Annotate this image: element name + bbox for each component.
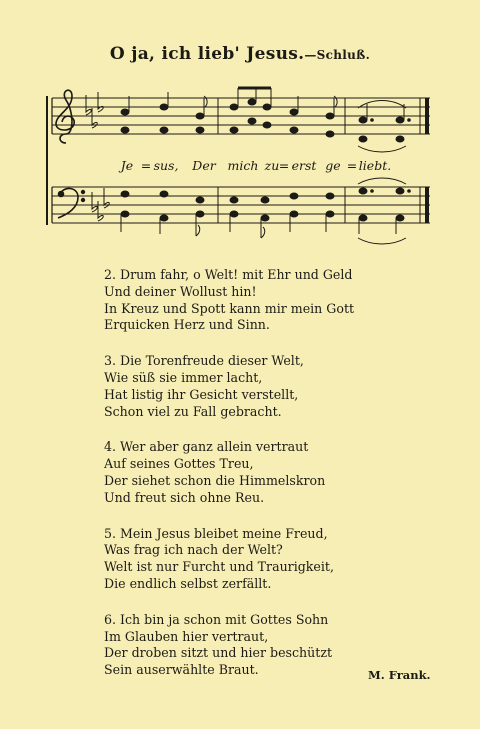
title-suffix: —Schluß. (304, 48, 371, 62)
verse-line: 6. Ich bin ja schon mit Gottes Sohn (104, 611, 329, 627)
lyric-syllable: = (140, 158, 152, 173)
lyric-syllable: = (278, 158, 290, 173)
verses (104, 267, 444, 698)
lyric-syllable: sus, (153, 158, 179, 173)
verse-line: Auf seines Gottes Treu, (104, 456, 254, 472)
lyric-syllable: liebt. (358, 158, 392, 173)
verse-line: In Kreuz und Spott kann mir mein Gott (104, 300, 355, 316)
verse-line: 3. Die Torenfreude dieser Welt, (104, 353, 304, 369)
author-credit: M. Frank. (368, 668, 431, 682)
lyric-syllable: ge (325, 158, 341, 173)
bass-notes (121, 178, 410, 244)
title-main: O ja, ich lieb' Jesus. (109, 44, 305, 64)
verse-line: Der siehet schon die Himmelskron (104, 472, 326, 488)
lyric-syllable: = (346, 158, 358, 173)
verse-line: Wie süß sie immer lacht, (104, 369, 263, 385)
verse-line: 5. Mein Jesus bleibet meine Freud, (104, 525, 328, 541)
lyric-syllable: zu (264, 158, 280, 173)
verse-line: Erquicken Herz und Sinn. (104, 317, 270, 333)
lyric-syllable: mich (227, 158, 259, 173)
lyric-syllable: Je (120, 158, 134, 173)
treble-staff (52, 98, 430, 134)
verse-line: Die endlich selbst zerfällt. (104, 575, 272, 591)
verse-4 (104, 439, 444, 506)
verse-5 (104, 526, 444, 593)
verse-line: Der droben sitzt und hier beschützt (104, 645, 333, 661)
lyrics-line (0, 158, 480, 176)
verse-line: Sein auserwählte Braut. (104, 662, 259, 678)
verse-line: Hat listig ihr Gesicht verstellt, (104, 386, 299, 402)
lyric-syllable: erst (291, 158, 317, 173)
lyric-syllable: Der (192, 158, 216, 173)
verse-line: Im Glauben hier vertraut, (104, 628, 269, 644)
verse-line: Und freut sich ohne Reu. (104, 489, 265, 505)
key-signature-treble (86, 92, 103, 128)
verse-line: Und deiner Wollust hin! (104, 283, 257, 299)
verse-line: 4. Wer aber ganz allein vertraut (104, 439, 309, 455)
verse-line: 2. Drum fahr, o Welt! mit Ehr und Geld (104, 267, 353, 282)
verse-2 (104, 267, 444, 334)
music-score (0, 0, 480, 260)
verse-line: Was frag ich nach der Welt? (104, 542, 283, 558)
verse-3 (104, 353, 444, 420)
verse-line: Welt ist nur Furcht und Traurigkeit, (104, 559, 334, 575)
verse-line: Schon viel zu Fall gebracht. (104, 403, 282, 419)
